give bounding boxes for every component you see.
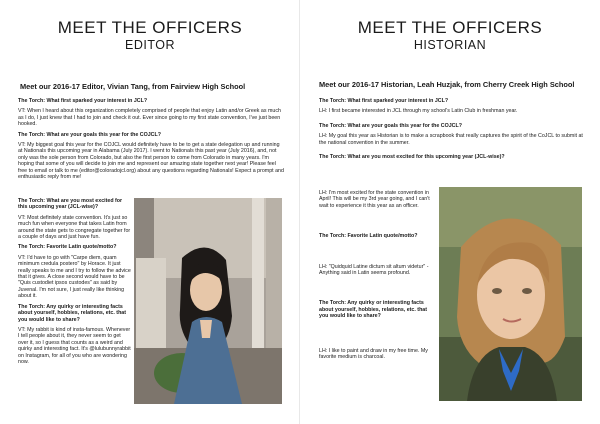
question: The Torch: Favorite Latin quote/motto? (319, 233, 418, 240)
question: The Torch: What are your goals this year for the COJCL? (319, 122, 462, 129)
interview-column (18, 198, 132, 369)
intro-heading: Meet our 2016-17 Editor, Vivian Tang, from Fairview High School (20, 82, 246, 91)
interview-column (319, 186, 431, 364)
question: The Torch: What are you most excited for this upcoming year (JCL-wise)? (319, 154, 505, 161)
answer: VT: When I heard about this organization completely comprised of people that enjoy Latin and/or Greek as much as I do, I just knew that I had to join and check it out. Ever since going to my first state convention, I've just been hooked. (18, 108, 281, 128)
page-title: MEET THE OFFICERS (357, 18, 543, 37)
interview-full-width (319, 98, 585, 164)
answer: VT: My biggest goal this year for the COJCL would definitely have to be to get a state delegation up and running at Nationals this upcoming year in Alabama (July 2017). I went to Nationals this past year (July 2016), and, not only was the sole person from Colorado, but also the first person to come from Colorado in many years. I'm hoping that some of you will decide to join me and represent our amazing state together next year! Please feel free to email or talk to me (editor@coloradojcl.org) about any questions regarding Nationals! Expect a prompt and enthusiastic reply from me! (18, 142, 284, 181)
historian-portrait-photo (439, 187, 582, 401)
answer: VT: Most definitely state convention. It's just so much fun when everyone that takes Latin from around the state gets to congregate together for a couple of days and just have fun. (18, 214, 131, 241)
interview-full-width (18, 98, 284, 184)
answer: LH: I first became interested in JCL through my school's Latin Club in freshman year. (319, 108, 518, 115)
answer: LH: I'm most excited for the state convention in April! This will be my 3rd year going, and I can't wait to experience it this year as an officer. (319, 190, 430, 209)
page-subtitle: EDITOR (125, 38, 175, 52)
question: The Torch: What first sparked your interest in JCL? (18, 98, 148, 104)
question: The Torch: Any quirky or interesting facts about yourself, hobbies, relations, etc. that you would like to share? (319, 300, 428, 320)
page-title: MEET THE OFFICERS (57, 18, 243, 37)
intro-heading: Meet our 2016-17 Historian, Leah Huzjak, from Cherry Creek High School (319, 80, 575, 89)
answer: LH: "Quidquid Latine dictum sit altum videtur" - Anything said in Latin seems profound. (319, 263, 429, 277)
answer: VT: My rabbit is kind of insta-famous. Whenever I tell people about it, they never seem to get over it, so I guess that counts as a weird and quirky and interesting fact. It's @lulubunnyrabbit on Instagram, for all of you who are wondering now. (18, 326, 131, 365)
question: The Torch: What are you most excited for this upcoming year (JCL-wise)? (18, 198, 123, 211)
page-subtitle: HISTORIAN (413, 38, 487, 52)
historian-page (300, 0, 600, 424)
question: The Torch: What are your goals this year for the COJCL? (18, 131, 161, 138)
answer: LH: My goal this year as Historian is to make a scrapbook that really captures the spirit of the CoJCL to submit at the national convention in the summer. (319, 133, 583, 146)
question: The Torch: Any quirky or interesting facts about yourself, hobbies, relations, etc. that you would like to share? (18, 303, 127, 323)
question: The Torch: Favorite Latin quote/motto? (18, 244, 117, 251)
question: The Torch: What first sparked your interest in JCL? (319, 98, 449, 104)
answer: LH: I like to paint and draw in my free time. My favorite medium is charcoal. (319, 347, 428, 361)
answer: VT: I'd have to go with "Carpe diem, quam minimum credula postero" by Horace. It just really speaks to me and I try to follow the advice that it gives. A close second would have to be "Quis custodiet ipsos custodes" as said by Juvenal. I'm not sure, I just really like thinking about it. (18, 254, 131, 300)
editor-portrait-photo (134, 198, 282, 404)
